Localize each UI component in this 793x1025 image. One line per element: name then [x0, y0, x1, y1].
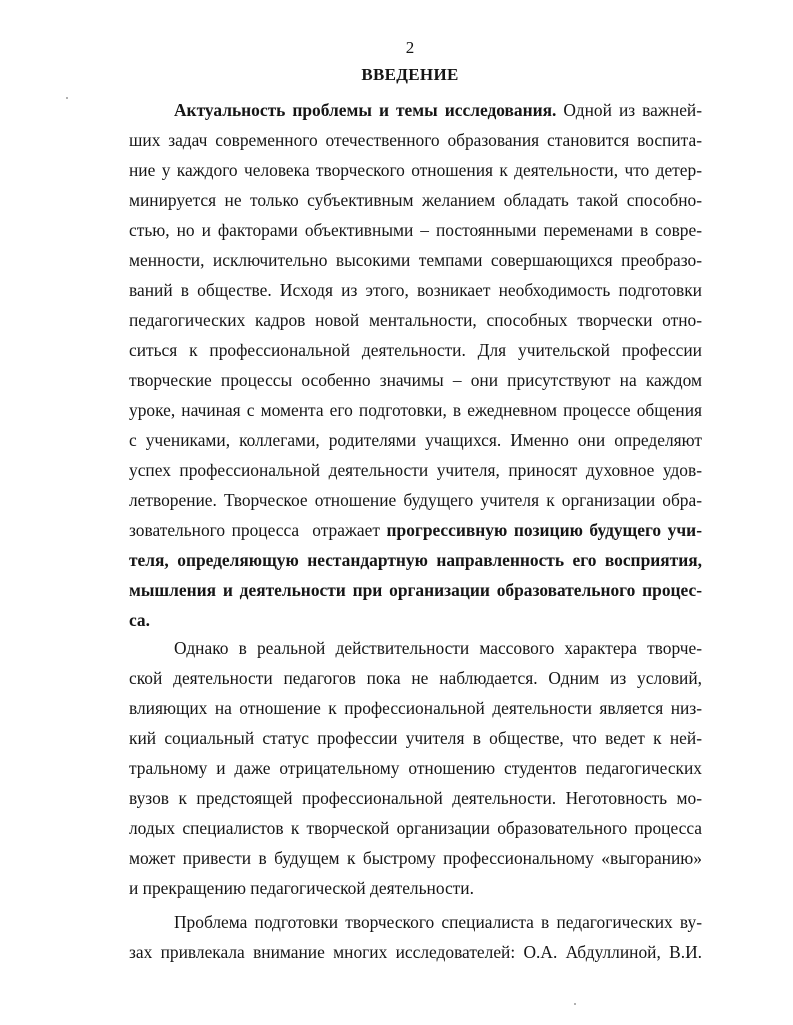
section-lead-bold: Актуальность проблемы и темы исследования.: [174, 100, 557, 120]
scan-speck: [574, 1003, 576, 1005]
text-line: может привести в будущем к быстрому профессиональному «выгоранию»: [129, 848, 702, 868]
text-line: успех профессиональной деятельности учителя, приносят духовное удов-: [129, 460, 702, 480]
text-line: лодых специалистов к творческой организации образовательного процесса: [129, 818, 702, 838]
text-line: творческие процессы особенно значимы – они присутствуют на каждом: [129, 370, 702, 390]
text-line: ваний в обществе. Исходя из этого, возникает необходимость подготовки: [129, 280, 702, 300]
text-line: и прекращению педагогической деятельности.: [129, 878, 474, 898]
text-line: зах привлекала внимание многих исследователей: О.А. Абдуллиной, В.И.: [129, 942, 702, 962]
text-line: ших задач современного отечественного образования становится воспита-: [129, 130, 702, 150]
text-line: Однако в реальной действительности массового характера творче-: [174, 638, 702, 658]
text-span: Одной из важней-: [556, 100, 703, 120]
text-line: кий социальный статус профессии учителя в обществе, что ведет к ней-: [129, 728, 702, 748]
text-span: зовательного процесса отражает: [129, 520, 380, 540]
text-line: влияющих на отношение к профессиональной деятельности является низ-: [129, 698, 702, 718]
text-line: теля, определяющую нестандартную направленность его восприятия,: [129, 550, 702, 570]
text-line: ской деятельности педагогов пока не наблюдается. Одним из условий,: [129, 668, 702, 688]
text-line: ние у каждого человека творческого отношения к деятельности, что детер-: [129, 160, 702, 180]
text-line: мышления и деятельности при организации образовательного процес-: [129, 580, 702, 600]
text-line: минируется не только субъективным желанием обладать такой способно-: [129, 190, 702, 210]
page-title: ВВЕДЕНИЕ: [361, 65, 459, 84]
text-line: с учениками, коллегами, родителями учащихся. Именно они определяют: [129, 430, 702, 450]
text-line: ситься к профессиональной деятельности. Для учительской профессии: [129, 340, 702, 360]
text-line: [129, 515, 702, 545]
text-line: тральному и даже отрицательному отношению студентов педагогических: [129, 758, 702, 778]
emphasis-bold: прогрессивную позицию будущего учи-: [386, 520, 702, 540]
text-line: уроке, начиная с момента его подготовки, в ежедневном процессе общения: [129, 400, 702, 420]
text-line: летворение. Творческое отношение будущего учителя к организации обра-: [129, 490, 702, 510]
scan-speck: [66, 97, 68, 99]
text-line: менности, исключительно высокими темпами совершающихся преобразо-: [129, 250, 702, 270]
text-line: педагогических кадров новой ментальности, способных творчески отно-: [129, 310, 702, 330]
page-number: 2: [405, 38, 415, 57]
text-line: [174, 95, 702, 125]
text-line: стью, но и факторами объективными – постоянными переменами в совре-: [129, 220, 702, 240]
text-line: Проблема подготовки творческого специалиста в педагогических ву-: [174, 912, 702, 932]
text-line: са.: [129, 610, 150, 630]
text-line: вузов к предстоящей профессиональной деятельности. Неготовность мо-: [129, 788, 702, 808]
